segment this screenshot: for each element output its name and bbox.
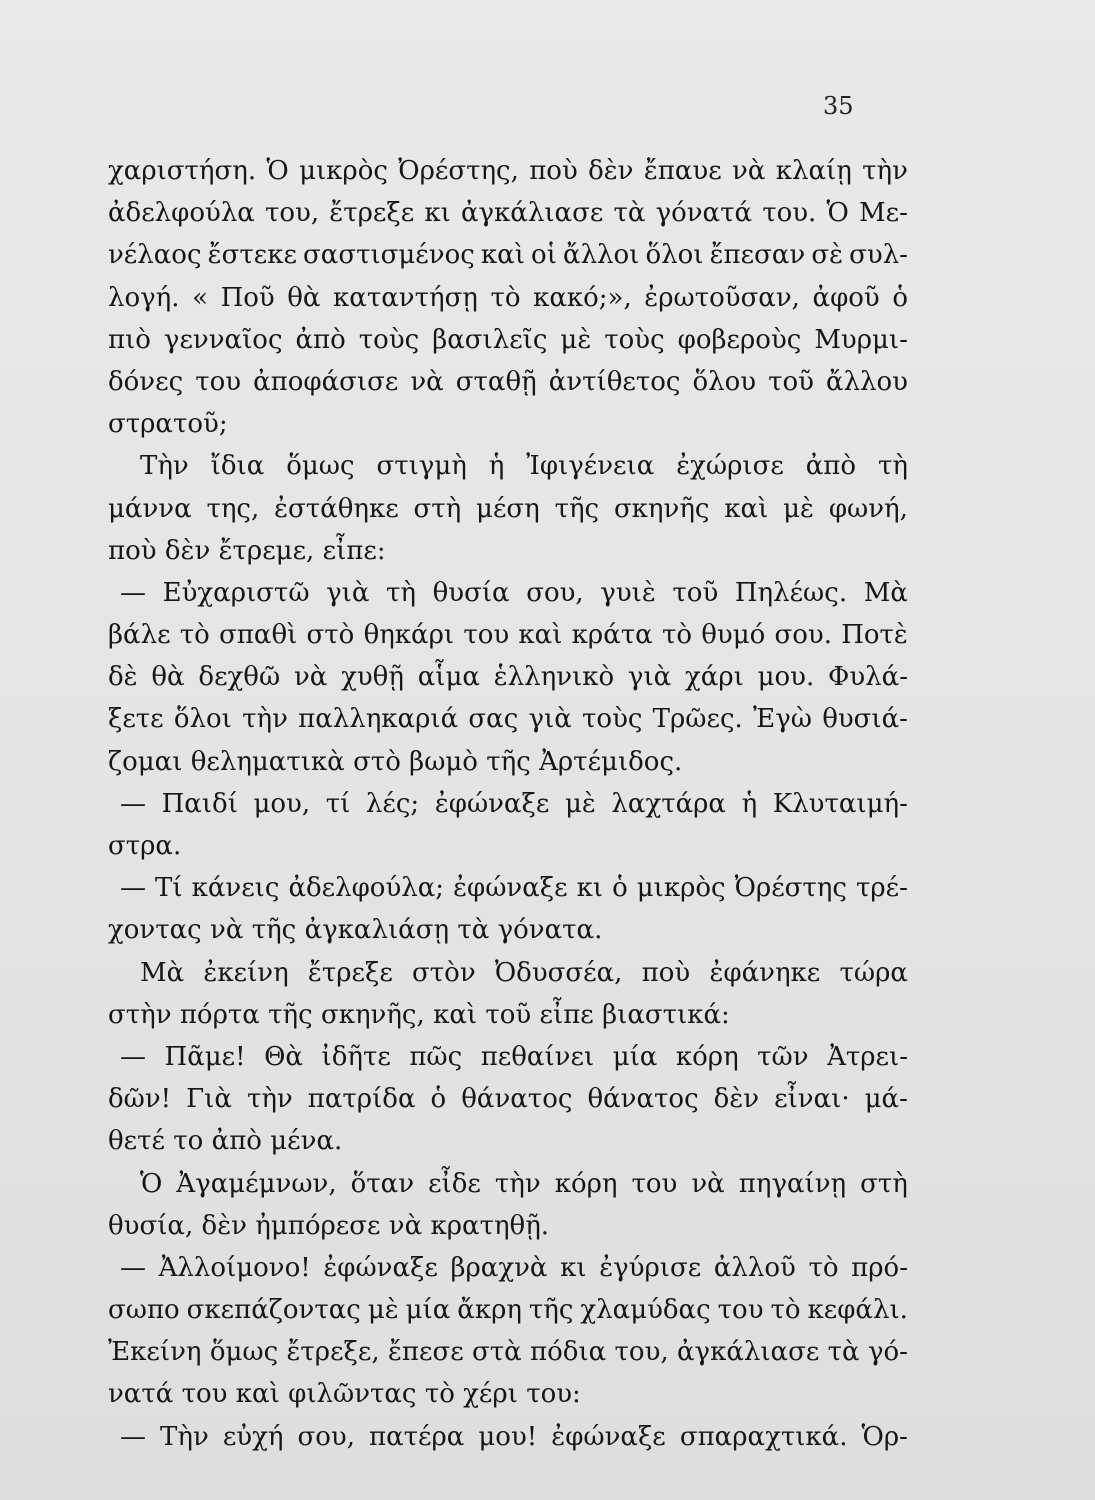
- text-line: δόνες του ἀποφάσισε νὰ σταθῇ ἀντίθετος ὅλου τοῦ ἄλλου: [108, 366, 908, 397]
- text-line: ἀδελφούλα του, ἔτρεξε κι ἀγκάλιασε τὰ γόνατά του. Ὁ Με-: [108, 198, 908, 229]
- text-line: δὲ θὰ δεχθῶ νὰ χυθῇ αἷμα ἑλληνικὸ γιὰ χάρι μου. Φυλά-: [108, 662, 908, 693]
- text-line: σωπο σκεπάζοντας μὲ μία ἄκρη τῆς χλαμύδας του τὸ κεφάλι.: [108, 1295, 908, 1326]
- text-line: νατά του καὶ φιλῶντας τὸ χέρι του:: [108, 1379, 581, 1410]
- text-line: — Τί κάνεις ἀδελφούλα; ἐφώναξε κι ὁ μικρὸς Ὀρέστης τρέ-: [120, 873, 908, 904]
- text-line: λογή. « Ποῦ θὰ καταντήσῃ τὸ κακό;», ἐρωτοῦσαν, ἀφοῦ ὁ: [108, 282, 908, 313]
- text-line: μάννα της, ἐστάθηκε στὴ μέση τῆς σκηνῆς καὶ μὲ φωνή,: [108, 493, 908, 524]
- text-line: στρατοῦ;: [108, 409, 228, 440]
- text-line: — Πᾶμε! Θὰ ἰδῆτε πῶς πεθαίνει μία κόρη τῶν Ἀτρει-: [120, 1041, 908, 1072]
- text-line: Μὰ ἐκείνη ἔτρεξε στὸν Ὀδυσσέα, ποὺ ἐφάνηκε τώρα: [140, 957, 908, 988]
- text-line: νέλαος ἔστεκε σαστισμένος καὶ οἱ ἄλλοι ὅλοι ἔπεσαν σὲ συλ-: [108, 240, 908, 271]
- text-line: — Εὐχαριστῶ γιὰ τὴ θυσία σου, γυιὲ τοῦ Πηλέως. Μὰ: [120, 577, 908, 608]
- text-line: ποὺ δὲν ἔτρεμε, εἶπε:: [108, 535, 386, 566]
- page-number: 35: [823, 92, 854, 120]
- text-line: στρα.: [108, 831, 182, 861]
- text-line: — Τὴν εὐχή σου, πατέρα μου! ἐφώναξε σπαραχτικά. Ὁρ-: [120, 1421, 908, 1452]
- text-line: θυσία, δὲν ἠμπόρεσε νὰ κρατηθῇ.: [108, 1210, 550, 1241]
- text-line: χαριστήση. Ὁ μικρὸς Ὀρέστης, ποὺ δὲν ἔπαυε νὰ κλαίῃ τὴν: [108, 156, 908, 186]
- text-line: δῶν! Γιὰ τὴν πατρίδα ὁ θάνατος θάνατος δὲν εἶναι· μά-: [108, 1084, 908, 1115]
- text-line: ζομαι θεληματικὰ στὸ βωμὸ τῆς Ἀρτέμιδος.: [108, 746, 683, 777]
- text-line: ξετε ὅλοι τὴν παλληκαριά σας γιὰ τοὺς Τρῶες. Ἐγὼ θυσιά-: [108, 704, 908, 735]
- text-line: πιὸ γενναῖος ἀπὸ τοὺς βασιλεῖς μὲ τοὺς φοβεροὺς Μυρμι-: [108, 324, 908, 355]
- text-line: Ὁ Ἀγαμέμνων, ὅταν εἶδε τὴν κόρη του νὰ πηγαίνῃ στὴ: [140, 1168, 908, 1199]
- text-line: χοντας νὰ τῆς ἀγκαλιάσῃ τὰ γόνατα.: [108, 915, 603, 946]
- text-line: Ἐκείνη ὅμως ἔτρεξε, ἔπεσε στὰ πόδια του, ἀγκάλιασε τὰ γό-: [108, 1337, 908, 1368]
- text-line: Τὴν ἴδια ὅμως στιγμὴ ἡ Ἰφιγένεια ἐχώρισε ἀπὸ τὴ: [140, 451, 908, 482]
- text-line: βάλε τὸ σπαθὶ στὸ θηκάρι του καὶ κράτα τὸ θυμό σου. Ποτὲ: [108, 620, 908, 651]
- text-line: — Ἀλλοίμονο! ἐφώναξε βραχνὰ κι ἐγύρισε ἀλλοῦ τὸ πρό-: [120, 1252, 908, 1283]
- text-line: θετέ το ἀπὸ μένα.: [108, 1126, 343, 1157]
- text-line: στὴν πόρτα τῆς σκηνῆς, καὶ τοῦ εἶπε βιαστικά:: [108, 999, 730, 1030]
- text-line: — Παιδί μου, τί λές; ἐφώναξε μὲ λαχτάρα ἡ Κλυταιμή-: [120, 788, 908, 819]
- body-text: [108, 150, 908, 1458]
